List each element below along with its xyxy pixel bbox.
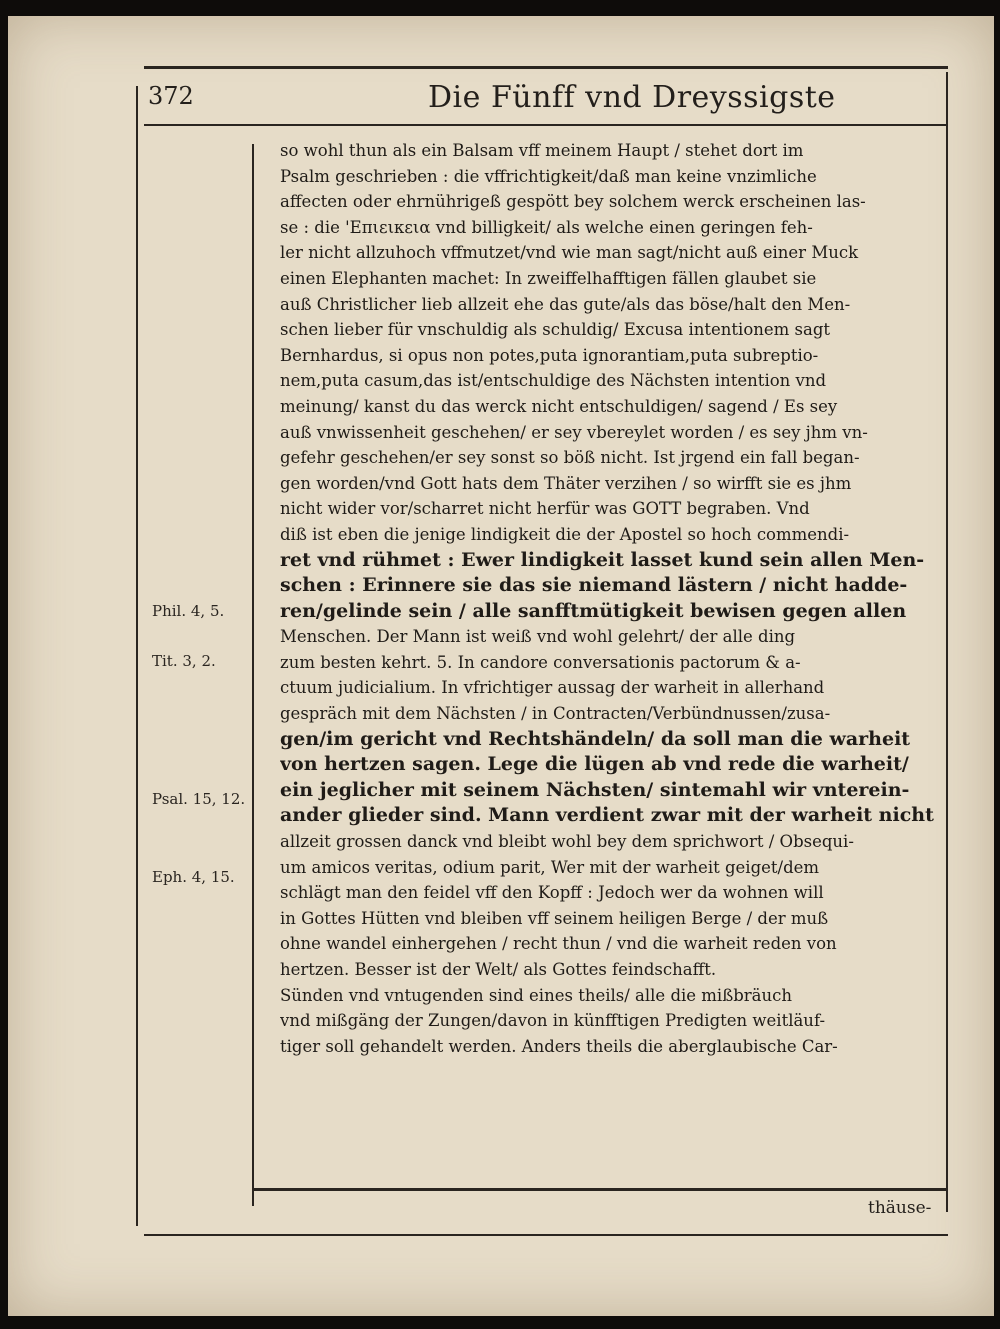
text-line: ctuum judicialium. In vfrichtiger aussag der warheit in allerhand [280,678,825,698]
margin-note: Eph. 4, 15. [152,868,235,886]
text-bottom-rule [252,1188,946,1191]
text-line: um amicos veritas, odium parit, Wer mit der warheit geiget/dem [280,857,820,877]
text-line: ein jeglicher mit seinem Nächsten/ sintemahl wir vnterein- [280,778,910,801]
text-line: auß Christlicher lieb allzeit ehe das gute/als das böse/halt den Men- [280,294,851,314]
text-line: allzeit grossen danck vnd bleibt wohl bey dem sprichwort / Obsequi- [280,832,854,852]
text-line: gen worden/vnd Gott hats dem Thäter verzihen / so wirfft sie es jhm [280,473,852,493]
right-border-rule [946,72,948,1212]
margin-note: Tit. 3, 2. [152,652,216,670]
text-line: ander glieder sind. Mann verdient zwar mit der warheit nicht [280,804,934,827]
catchword: thäuse- [868,1198,932,1218]
text-line: Sünden vnd vntugenden sind eines theils/ alle die mißbräuch [280,985,793,1005]
text-line: ren/gelinde sein / alle sanfftmütigkeit bewisen gegen allen [280,599,907,622]
header-rule-bottom [144,124,948,126]
text-line: affecten oder ehrnührigeß gespött bey solchem werck erscheinen las- [280,192,866,212]
text-line: zum besten kehrt. 5. In candore conversationis pactorum & a- [280,652,801,672]
text-line: hertzen. Besser ist der Welt/ als Gottes feindschafft. [280,960,717,979]
text-line: diß ist eben die jenige lindigkeit die der Apostel so hoch commendi- [280,524,850,544]
text-line: Menschen. Der Mann ist weiß vnd wohl gelehrt/ der alle ding [280,627,796,647]
text-line: auß vnwissenheit geschehen/ er sey vbereylet worden / es sey jhm vn- [280,422,868,442]
header-rule-top [144,66,948,69]
text-line: ler nicht allzuhoch vffmutzet/vnd wie man sagt/nicht auß einer Muck [280,243,859,263]
text-line: ret vnd rühmet : Ewer lindigkeit lasset kund sein allen Men- [280,548,925,571]
page-bottom-rule [144,1234,948,1236]
text-line: gefehr geschehen/er sey sonst so böß nicht. Ist jrgend ein fall began- [280,448,860,468]
text-line: ohne wandel einhergehen / recht thun / vnd die warheit reden von [280,934,837,954]
running-title: Die Fünff vnd Dreyssigste [428,80,836,115]
text-line: schlägt man den feidel vff den Kopff : Jedoch wer da wohnen will [280,883,824,903]
text-line: meinung/ kanst du das werck nicht entschuldigen/ sagend / Es sey [280,396,838,416]
text-line: einen Elephanten machet: In zweiffelhafftigen fällen glaubet sie [280,268,817,288]
text-line: gespräch mit dem Nächsten / in Contracten/Verbündnussen/zusa- [280,704,831,724]
text-line: so wohl thun als ein Balsam vff meinem Haupt / stehet dort im [280,141,804,160]
margin-note: Phil. 4, 5. [152,602,225,620]
margin-note: Psal. 15, 12. [152,790,246,808]
text-line: von hertzen sagen. Lege die lügen ab vnd rede die warheit/ [280,753,909,776]
book-page [8,16,994,1316]
text-line: Bernhardus, si opus non potes,puta ignorantiam,puta subreptio- [280,345,819,365]
text-line: tiger soll gehandelt werden. Anders theils die aberglaubische Car- [280,1036,838,1056]
text-line: in Gottes Hütten vnd bleiben vff seinem heiligen Berge / der muß [280,908,829,928]
left-border-rule [136,86,138,1226]
text-line: se : die 'Επιεικεια vnd billigkeit/ als welche einen geringen feh- [280,217,813,237]
text-line: schen lieber für vnschuldig als schuldig/ Excusa intentionem sagt [280,320,831,340]
page-number: 372 [148,82,194,110]
margin-column-rule [252,144,254,1206]
text-line: nem,puta casum,das ist/entschuldige des Nächsten intention vnd [280,371,827,391]
text-line: schen : Erinnere sie das sie niemand lästern / nicht hadde- [280,574,908,597]
text-line: Psalm geschrieben : die vffrichtigkeit/daß man keine vnzimliche [280,166,817,186]
text-line: nicht wider vor/scharret nicht herfür was GOTT begraben. Vnd [280,499,810,519]
text-line: vnd mißgäng der Zungen/davon in künfftigen Predigten weitläuf- [280,1011,826,1031]
text-line: gen/im gericht vnd Rechtshändeln/ da soll man die warheit [280,727,911,750]
body-text [280,138,942,1059]
